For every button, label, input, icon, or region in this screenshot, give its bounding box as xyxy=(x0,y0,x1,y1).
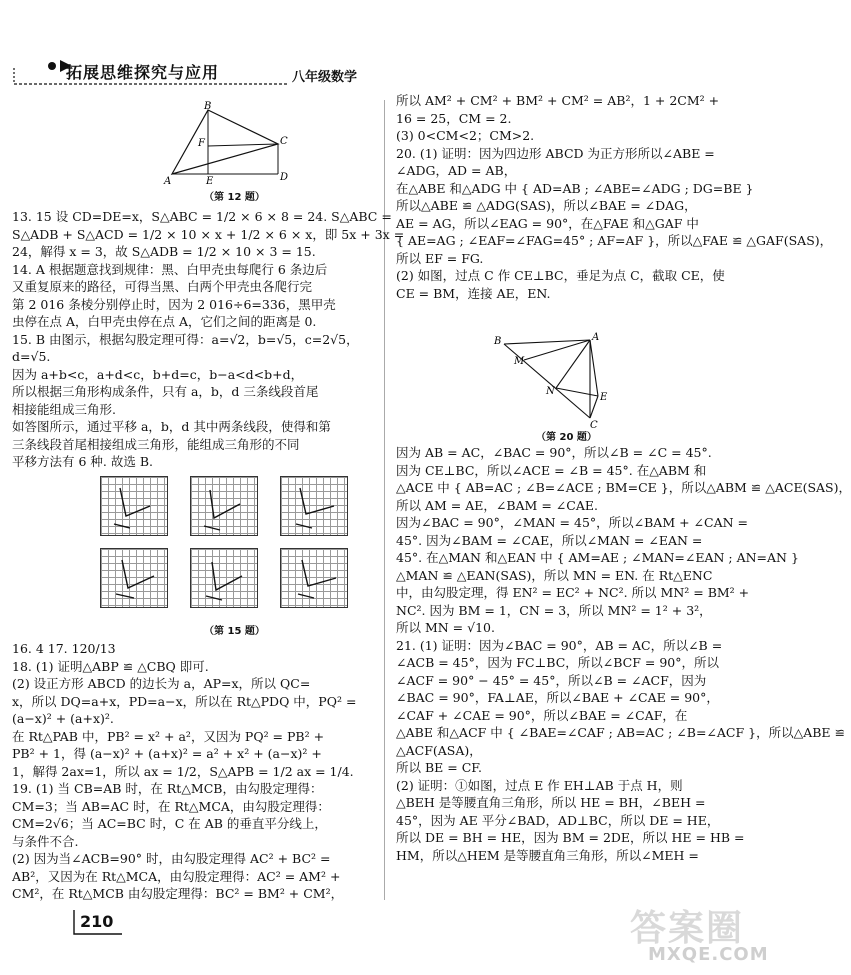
fig15-caption: （第 15 题） xyxy=(204,626,265,637)
text-line: 24，解得 x = 3，故 S△ADB = 1/2 × 10 × 3 = 15. xyxy=(12,244,316,259)
text-line: 所以 AM² + CM² + BM² + CM² = AB²，1 + 2CM² + xyxy=(396,93,720,108)
text-line: (a−x)² + (a+x)². xyxy=(12,711,114,726)
text-line: 18. (1) 证明△ABP ≌ △CBQ 即可. xyxy=(12,658,209,674)
text-line: 相接能组成三角形. xyxy=(12,401,116,417)
text-line: CM=2√6；当 AC=BC 时，C 在 AB 的垂直平分线上， xyxy=(12,816,327,831)
fig20-label-a: A xyxy=(592,332,600,343)
watermark-logo: 答案圈 xyxy=(630,908,745,949)
text-line: 因为 a+b<c，a+d<c，b+d=c，b−a<d<b+d， xyxy=(12,366,304,382)
fig12-label-b: B xyxy=(204,101,212,112)
text-line: 15. B 由图示，根据勾股定理可得：a=√2，b=√5，c=2√5， xyxy=(12,331,359,347)
text-line: 45°. 因为∠BAM = ∠CAE，所以∠MAN = ∠EAN = xyxy=(396,532,703,548)
text-line: 所以 BE = CF. xyxy=(396,760,482,775)
text-line: ∠ACB = 45°，因为 FC⊥BC，所以∠BCF = 90°，所以 xyxy=(396,655,719,670)
right-column-text-b xyxy=(396,444,851,864)
text-line: ∠BAC = 90°，FA⊥AE，所以∠BAE + ∠CAE = 90°， xyxy=(396,690,719,705)
text-line: 虫停在点 A，白甲壳虫停在点 A，它们之间的距离是 0. xyxy=(12,314,317,329)
text-line: 13. 15 设 CD=DE=x，S△ABC = 1/2 × 6 × 8 = 24. S△ABC = xyxy=(12,209,392,224)
text-line: 所以 EF = FG. xyxy=(396,250,484,266)
text-line: AB²，又因为在 Rt△MCA，由勾股定理得：AC² = AM² + xyxy=(12,868,341,884)
figure-12 xyxy=(160,100,300,190)
text-line: 在△ABE 和△ADG 中 { AD=AB ; ∠ABE=∠ADG ; DG=BE } xyxy=(396,180,754,196)
text-line: 16 = 25，CM = 2. xyxy=(396,110,512,126)
text-line: 因为 AB = AC，∠BAC = 90°，所以∠B = ∠C = 45°. xyxy=(396,445,712,460)
text-line: ∠ADG，AD = AB， xyxy=(396,163,517,178)
book-subtitle: 八年级数学 xyxy=(292,70,358,85)
text-line: 第 2 016 条棱分别停止时，因为 2 016÷6=336，黑甲壳 xyxy=(12,296,336,312)
text-line: AE = AG，所以∠EAG = 90°，在△FAE 和△GAF 中 xyxy=(396,215,699,231)
text-line: 1，解得 2ax=1，所以 ax = 1/2，S△APB = 1/2 ax = 1/4. xyxy=(12,763,354,779)
text-line: 三条线段首尾相接组成三角形，能组成三角形的不同 xyxy=(12,436,300,452)
text-line: △ACE 中 { AB=AC ; ∠B=∠ACE ; BM=CE }，所以△ABM ≌ △ACE(SAS)， xyxy=(396,480,851,495)
text-line: (2) 设正方形 ABCD 的边长为 a，AP=x，所以 QC= xyxy=(12,676,311,691)
text-line: 又重复原来的路径，可得当黑、白两个甲壳虫各爬行完 xyxy=(12,279,313,294)
text-line: 19. (1) 当 CB=AB 时，在 Rt△MCB，由勾股定理得： xyxy=(12,781,323,796)
left-column-text-b xyxy=(12,640,356,903)
text-line: 所以根据三角形构成条件，只有 a，b，d 三条线段首尾 xyxy=(12,384,319,399)
text-line: △BEH 是等腰直角三角形，所以 HE = BH，∠BEH = xyxy=(396,795,706,810)
text-line: 45°. 在△MAN 和△EAN 中 { AM=AE ; ∠MAN=∠EAN ; AN=AN } xyxy=(396,550,799,565)
text-line: 中，由勾股定理，得 EN² = EC² + NC². 所以 MN² = BM² + xyxy=(396,585,750,600)
text-line: △MAN ≌ △EAN(SAS)，所以 MN = EN. 在 Rt△ENC xyxy=(396,567,713,583)
text-line: 16. 4 17. 120/13 xyxy=(12,641,116,656)
text-line: NC². 因为 BM = 1，CN = 3，所以 MN² = 1² + 3²， xyxy=(396,602,712,618)
figure-20 xyxy=(490,318,620,431)
fig20-label-e: E xyxy=(600,392,608,403)
text-line: 20. (1) 证明：因为四边形 ABCD 为正方形所以∠ABE = xyxy=(396,145,715,161)
text-line: 因为∠BAC = 90°，∠MAN = 45°，所以∠BAM + ∠CAN = xyxy=(396,515,748,530)
text-line: 如答图所示，通过平移 a，b，d 其中两条线段，使得和第 xyxy=(12,419,331,434)
text-line: CM=3；当 AB=AC 时，在 Rt△MCA，由勾股定理得： xyxy=(12,798,330,814)
text-line: (3) 0<CM<2；CM>2. xyxy=(396,128,535,143)
text-line: ∠CAF + ∠CAE = 90°，所以∠BAE = ∠CAF，在 xyxy=(396,707,688,723)
text-line: 与条件不合. xyxy=(12,833,79,849)
fig12-label-f: F xyxy=(198,138,205,149)
fig12-label-a: A xyxy=(164,176,172,187)
left-column-text-a xyxy=(12,208,404,471)
fig12-label-c: C xyxy=(280,136,288,147)
fig20-label-c: C xyxy=(590,420,598,431)
text-line: CE = BM，连接 AE，EN. xyxy=(396,285,551,301)
text-line: x，所以 DQ=a+x，PD=a−x，所以在 Rt△PDQ 中，PQ² = xyxy=(12,693,357,709)
text-line: 平移方法有 6 种. 故选 B. xyxy=(12,454,153,469)
text-line: 因为 CE⊥BC，所以∠ACE = ∠B = 45°. 在△ABM 和 xyxy=(396,462,707,478)
fig12-label-e: E xyxy=(206,176,214,187)
text-line: CM²，在 Rt△MCB 由勾股定理得：BC² = BM² + CM²， xyxy=(12,886,344,901)
text-line: 所以 MN = √10. xyxy=(396,620,495,635)
fig20-label-m: M xyxy=(514,356,525,367)
watermark-url: MXQE.COM xyxy=(648,944,769,965)
text-line: (2) 如图，过点 C 作 CE⊥BC，垂足为点 C，截取 CE，使 xyxy=(396,268,725,283)
text-line: (2) 因为当∠ACB=90° 时，由勾股定理得 AC² + BC² = xyxy=(12,851,331,866)
text-line: 21. (1) 证明：因为∠BAC = 90°，AB = AC，所以∠B = xyxy=(396,637,723,653)
text-line: 14. A 根据题意找到规律：黑、白甲壳虫每爬行 6 条边后 xyxy=(12,261,328,277)
text-line: △ABE 和△ACF 中 { ∠BAE=∠CAF ; AB=AC ; ∠B=∠ACF }，所以△ABE ≌ xyxy=(396,725,845,740)
text-line: S△ADB + S△ACD = 1/2 × 10 × x + 1/2 × 6 × x，即 5x + 3x = xyxy=(12,226,405,242)
text-line: 在 Rt△PAB 中，PB² = x² + a²，又因为 PQ² = PB² + xyxy=(12,728,325,744)
page-number: 210 xyxy=(80,912,114,931)
text-line: ∠ACF = 90° − 45° = 45°，所以∠B = ∠ACF，因为 xyxy=(396,672,707,688)
text-line: 所以 DE = BH = HE，因为 BM = 2DE，所以 HE = HB = xyxy=(396,830,745,845)
figure-15-lines xyxy=(100,476,370,616)
book-title: 拓展思维探究与应用 xyxy=(66,63,220,82)
text-line: 所以 AM = AE，∠BAM = ∠CAE. xyxy=(396,497,598,513)
fig20-caption: （第 20 题） xyxy=(536,432,597,443)
right-column-text-a xyxy=(396,92,832,302)
text-line: (2) 证明：①如图，过点 E 作 EH⊥AB 于点 H，则 xyxy=(396,777,683,793)
text-line: PB² + 1，得 (a−x)² + (a+x)² = a² + x² + (a−x)² + xyxy=(12,746,322,761)
text-line: 45°，因为 AE 平分∠BAD，AD⊥BC，所以 DE = HE， xyxy=(396,812,720,828)
text-line: HM，所以△HEM 是等腰直角三角形，所以∠MEH = xyxy=(396,847,699,863)
figure-15 xyxy=(100,476,370,616)
fig20-label-b: B xyxy=(494,336,502,347)
fig12-label-d: D xyxy=(280,172,289,183)
text-line: 所以△ABE ≌ △ADG(SAS)，所以∠BAE = ∠DAG， xyxy=(396,198,697,213)
fig20-label-n: N xyxy=(546,386,555,397)
text-line: d=√5. xyxy=(12,349,51,364)
fig12-caption: （第 12 题） xyxy=(204,192,265,203)
text-line: △ACF(ASA)， xyxy=(396,742,482,758)
text-line: { AE=AG ; ∠EAF=∠FAG=45° ; AF=AF }，所以△FAE ≌ △GAF(SAS)， xyxy=(396,233,833,248)
